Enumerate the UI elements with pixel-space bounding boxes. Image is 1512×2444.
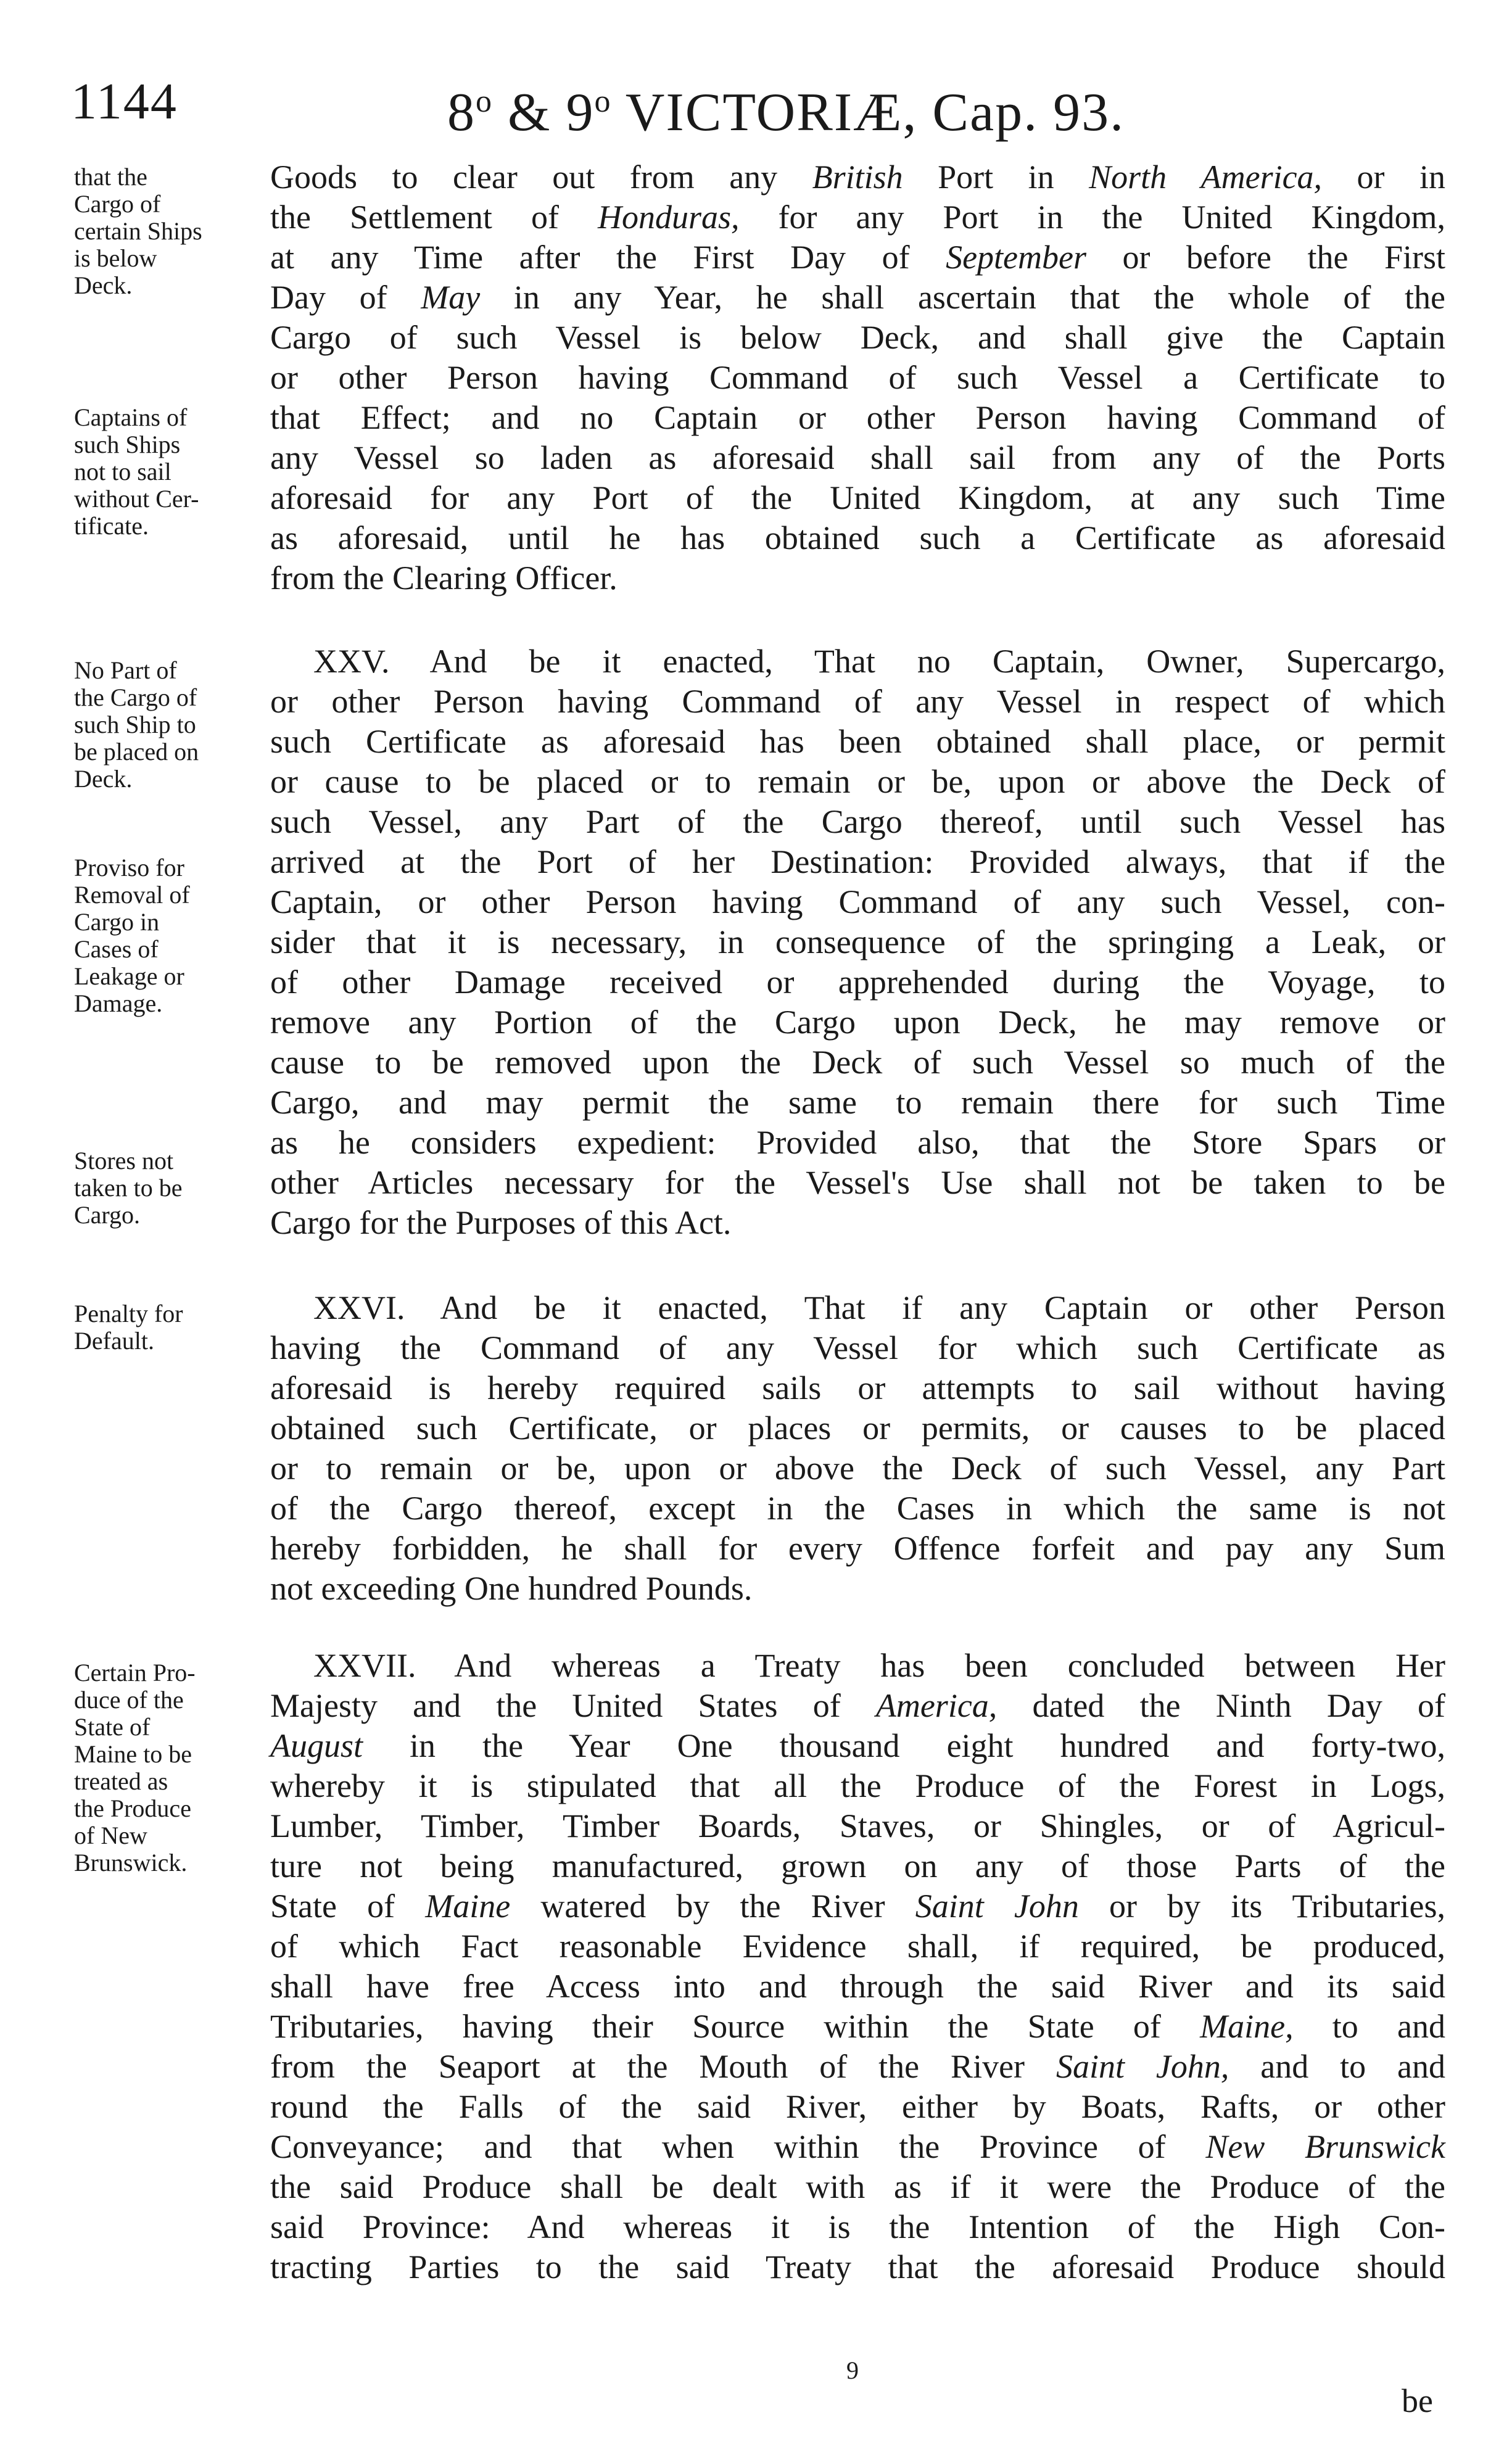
margin-note-stores-not-cargo: Stores not taken to be Cargo. — [74, 1147, 183, 1229]
signature-mark: 9 — [846, 2356, 859, 2384]
margin-note-cargo-below-deck: that the Cargo of certain Ships is below Deck. — [74, 163, 202, 299]
margin-note-proviso-removal: Proviso for Removal of Cargo in Cases of Leakage or Damage. — [74, 854, 190, 1017]
section-26: XXVI. And be it enacted, That if any Captain or other Person having the Command of any Vessel for which such Certificate as aforesaid is hereby required sails or attempts to sail without having obtained such Certificate, or places or permits, or causes to be placed or to remain or be, upon or above the Deck of such Vessel, any Part of the Cargo thereof, except in the Cases in which the same is not hereby forbidden, he shall for every Offence forfeit and pay any Sum not exceeding One hundred Pounds. — [270, 1289, 1445, 1607]
section-25: XXV. And be it enacted, That no Captain, Owner, Supercargo, or other Person having Command of any Vessel in respect of which such Certificate as aforesaid has been obtained shall place, or permit or cause to be placed or to remain or be, upon or above the Deck of such Vessel, any Part of the Cargo thereof, until such Vessel has arrived at the Port of her Destination: Provided always, that if the Captain, or other Person having Command of any such Vessel, con- sider that it is necessary, in consequence of the springing a Leak, or of other Damage received or apprehended during the Voyage, to remove any Portion of the Cargo upon Deck, he may remove or cause to be removed upon the Deck of such Vessel so much of the Cargo, and may permit the same to remain there for such Time as he considers expedient: Provided also, that the Store Spars or other Articles necessary for the Vessel's Use shall not be taken to be Cargo for the Purposes of this Act. — [270, 643, 1445, 1241]
page-header — [71, 68, 1453, 142]
margin-note-penalty: Penalty for Default. — [74, 1300, 183, 1355]
running-title: 8$^o$ & 9$^o$ VICTORIÆ, Cap. 93. — [447, 83, 1125, 142]
margin-note-captains-certificate: Captains of such Ships not to sail without Cer- tificate. — [74, 403, 199, 540]
page-number: 1144 — [71, 73, 178, 130]
margin-note-maine-produce: Certain Pro- duce of the State of Maine to be treated as the Produce of New Brunswick. — [74, 1659, 196, 1876]
margin-note-no-cargo-on-deck: No Part of the Cargo of such Ship to be placed on Deck. — [74, 656, 199, 793]
section-24-continuation: Goods to clear out from any British Port in North America, or in the Settlement of Honduras, for any Port in the United Kingdom, at any Time after the First Day of September or before the First Day of May in any Year, he shall ascertain that the whole of the Cargo of such Vessel is below Deck, and shall give the Captain or other Person having Command of such Vessel a Certificate to that Effect; and no Captain or other Person having Command of any Vessel so laden as aforesaid shall sail from any of the Ports aforesaid for any Port of the United Kingdom, at any such Time as aforesaid, until he has obtained such a Certificate as aforesaid from the Clearing Officer. — [270, 159, 1446, 597]
section-27: XXVII. And whereas a Treaty has been concluded between Her Majesty and the United States of America, dated the Ninth Day of August in the Year One thousand eight hundred and forty-two, whereby it is stipulated that all the Produce of the Forest in Logs, Lumber, Timber, Timber Boards, Staves, or Shingles, or of Agricul- ture not being manufactured, grown on any of those Parts of the State of Maine watered by the River Saint John or by its Tributaries, of which Fact reasonable Evidence shall, if required, be produced, shall have free Access into and through the said River and its said Tributaries, having their Source within the State of Maine, to and from the Seaport at the Mouth of the River Saint John, and to and round the Falls of the said River, either by Boats, Rafts, or other Conveyance; and that when within the Province of New Brunswick the said Produce shall be dealt with as if it were the Produce of the said Province: And whereas it is the Intention of the High Con- tracting Parties to the said Treaty that the aforesaid Produce should — [270, 1647, 1445, 2285]
catchword: be — [1402, 2382, 1433, 2419]
